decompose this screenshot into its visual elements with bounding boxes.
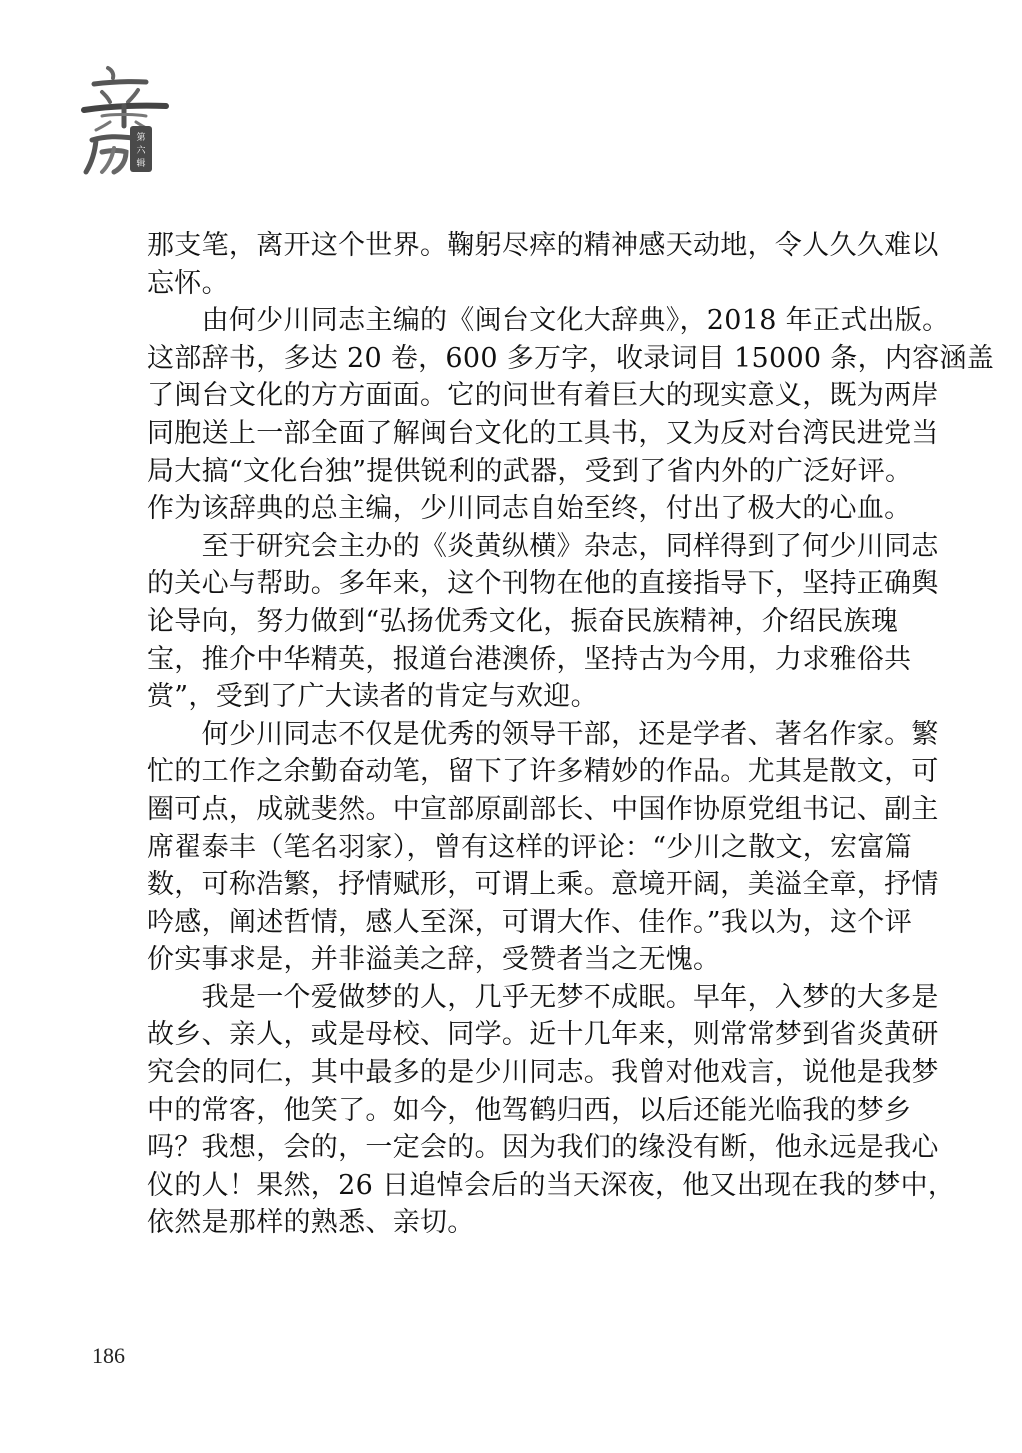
- logo-sub-char-1: 第: [136, 133, 146, 143]
- text-line: 仪的人！果然，26 日追悼会后的当天深夜，他又出现在我的梦中，: [147, 1169, 956, 1201]
- page-number: 186: [92, 1343, 125, 1368]
- text-line: 吟感，阐述哲情，感人至深，可谓大作、佳作。”我以为，这个评: [147, 906, 913, 938]
- text-line: 我是一个爱做梦的人，几乎无梦不成眠。早年，入梦的大多是: [147, 981, 939, 1013]
- text-line: 何少川同志不仅是优秀的领导干部，还是学者、著名作家。繁: [147, 718, 939, 750]
- text-line: 作为该辞典的总主编，少川同志自始至终，付出了极大的心血。: [147, 493, 912, 525]
- text-line: 论导向，努力做到“弘扬优秀文化，振奋民族精神，介绍民族瑰: [147, 605, 899, 637]
- text-line: 这部辞书，多达 20 卷，600 多万字，收录词目 15000 条，内容涵盖: [147, 342, 995, 374]
- text-line: 的关心与帮助。多年来，这个刊物在他的直接指导下，坚持正确舆: [147, 568, 939, 600]
- paragraph: [147, 979, 956, 1242]
- text-line: 席翟泰丰（笔名羽家），曾有这样的评论：“少川之散文，宏富篇: [147, 831, 913, 863]
- paragraph: [147, 302, 995, 528]
- text-line: 价实事求是，并非溢美之辞，受赞者当之无愧。: [147, 944, 721, 976]
- text-line: 至于研究会主办的《炎黄纵横》杂志，同样得到了何少川同志: [147, 530, 939, 562]
- paragraph: [147, 227, 939, 302]
- paragraph: [147, 528, 939, 716]
- paragraph: [147, 716, 939, 979]
- body-text: [147, 227, 995, 1242]
- text-line: 了闽台文化的方方面面。它的问世有着巨大的现实意义，既为两岸: [147, 380, 939, 412]
- text-line: 宝，推介中华精英，报道台港澳侨，坚持古为今用，力求雅俗共: [147, 643, 912, 675]
- text-line: 由何少川同志主编的《闽台文化大辞典》，2018 年正式出版。: [147, 305, 950, 337]
- logo-sub-char-3: 辑: [136, 159, 146, 169]
- text-line: 赏”，受到了广大读者的肯定与欢迎。: [147, 681, 598, 713]
- book-logo-calligraphy: [80, 60, 170, 180]
- text-line: 依然是那样的熟悉、亲切。: [147, 1207, 475, 1239]
- text-line: 中的常客，他笑了。如今，他驾鹤归西，以后还能光临我的梦乡: [147, 1094, 912, 1126]
- text-line: 局大搞“文化台独”提供锐利的武器，受到了省内外的广泛好评。: [147, 455, 913, 487]
- logo-sub-char-2: 六: [136, 146, 146, 156]
- text-line: 同胞送上一部全面了解闽台文化的工具书，又为反对台湾民进党当: [147, 417, 939, 449]
- text-line: 那支笔，离开这个世界。鞠躬尽瘁的精神感天动地，令人久久难以: [147, 230, 939, 261]
- text-line: 忙的工作之余勤奋动笔，留下了许多精妙的作品。尤其是散文，可: [147, 756, 939, 788]
- text-line: 故乡、亲人，或是母校、同学。近十几年来，则常常梦到省炎黄研: [147, 1019, 939, 1051]
- text-line: 忘怀。: [147, 267, 229, 299]
- text-line: 圈可点，成就斐然。中宣部原副部长、中国作协原党组书记、副主: [147, 793, 939, 825]
- book-logo: [80, 60, 170, 180]
- text-line: 究会的同仁，其中最多的是少川同志。我曾对他戏言，说他是我梦: [147, 1057, 939, 1089]
- text-line: 数，可称浩繁，抒情赋形，可谓上乘。意境开阔，美溢全章，抒情: [147, 869, 939, 901]
- text-line: 吗？我想，会的，一定会的。因为我们的缘没有断，他永远是我心: [147, 1132, 939, 1164]
